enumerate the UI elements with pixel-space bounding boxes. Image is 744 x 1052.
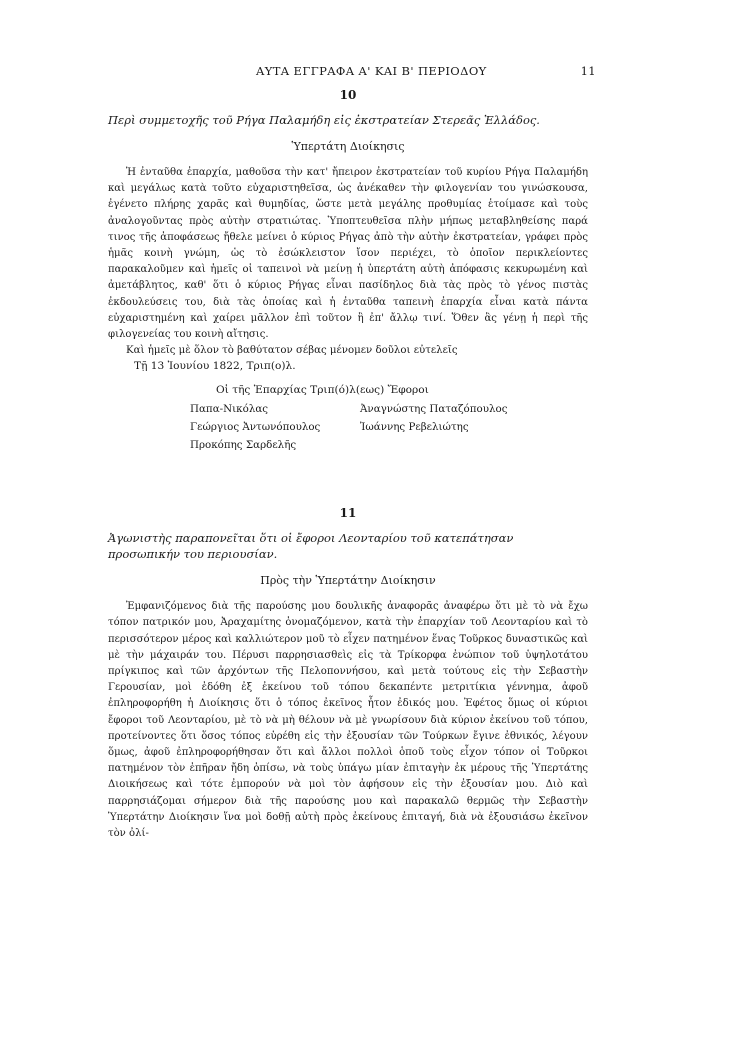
- document-number-10: 10: [339, 88, 357, 102]
- running-head: [108, 62, 596, 82]
- document-10-paragraph: Ἡ ἐνταῦθα ἐπαρχία, μαθοῦσα τὴν κατ' ἤπειρον ἐκστρατείαν τοῦ κυρίου Ρήγα Παλαμήδη καὶ μεγάλως κατὰ τοῦτο εὐχαριστηθεῖσα, ὡς ἀνέκαθεν τὴν φιλογενίαν του γινώσκουσα, ἐγένετο πλήρης χαρᾶς καὶ θυμηδίας, ὥστε μετὰ μεγάλης προθυμίας ἑτοίμασε καὶ τοὺς ἀναλογοῦντας πρὸς αὐτὴν στρατιώτας. Ὑποπτευθεῖσα πλὴν μήπως μεταβληθείσης παρά τινος τῆς ἀποφάσεως ἤθελε μείνει ὁ κύριος Ρήγας ἀπὸ τὴν αὐτὴν ἐκστρατείαν, γράφει πρὸς ἡμᾶς κοινὴ γνώμη, ὡς τὸ ἐσώκλειστον ἴσον περιέχει, τὸ ὁποῖον περικλείοντες παρακαλοῦμεν καὶ ἡμεῖς οἱ ταπεινοὶ νὰ μείνῃ ἡ ὑπερτάτη αὐτὴ ἀπόφασις κεκυρωμένη καὶ ἀμετάβλητος, καθ' ὅτι ὁ κύριος Ρήγας εἶναι πασίδηλος διὰ τὰς πρὸς τὸ γένος πιστὰς ἐκδουλεύσεις του, διὰ τὰς ὁποίας καὶ ἡ ἐνταῦθα ταπεινὴ ἐπαρχία εἶναι κατὰ πάντα εὐχαριστημένη καὶ χαίρει μᾶλλον ἐπὶ τοῦτον ἢ ἐπ' ἄλλῳ τινί. Ὅθεν ἂς γένῃ ἡ περὶ τῆς φιλογενείας του κοινὴ αἴτησις.: [108, 167, 588, 341]
- document-10-heading: Ὑπερτάτη Διοίκησις: [291, 140, 405, 153]
- document-page: [108, 62, 596, 842]
- signers-heading: Οἱ τῆς Ἐπαρχίας Τριπ(ό)λ(εως) Ἔφοροι: [216, 384, 429, 397]
- signers-right-column: [360, 400, 507, 436]
- document-11-subject: Ἀγωνιστὴς παραπονεῖται ὅτι οἱ ἔφοροι Λεονταρίου τοῦ κατεπάτησαν προσωπικήν του περιουσίαν.: [108, 531, 514, 562]
- running-head-title: ΑΥΤΑ ΕΓΓΡΑΦΑ Α' ΚΑΙ Β' ΠΕΡΙΟΔΟΥ: [256, 64, 487, 78]
- document-11-paragraph: Ἐμφανιζόμενος διὰ τῆς παρούσης μου δουλικῆς ἀναφορᾶς ἀναφέρω ὅτι μὲ τὸ νὰ ἔχω τόπον πατρικόν μου, Ἀραχαμίτης ὀνομαζόμενον, κατὰ τὴν ἐπαρχίαν τοῦ Λεονταρίου καὶ τὸ περισσότερον μέρος καὶ καλλιώτερον μοῦ τὸ εἶχεν πατημένον ἕνας Τοῦρκος δυναστικῶς καὶ μὲ τὴν μάχαιράν του. Πέρυσι παρρησιασθεὶς εἰς τὰ Τρίκορφα ἐνώπιον τοῦ ὑψηλοτάτου πρίγκιπος καὶ τῶν ἀρχόντων τῆς Πελοποννήσου, καὶ μετὰ τούτους εἰς τὴν Σεβαστὴν Γερουσίαν, μοὶ ἐδόθη ἐξ ἐκείνου τοῦ τόπου δεκαπέντε μετριτίκια γέννημα, ἀφοῦ ἐπληροφορήθη ἡ Διοίκησις ὅτι ὁ τόπος ἐκεῖνος ἦτον ἐδικός μου. Ἐφέτος ὅμως οἱ κύριοι ἔφοροι τοῦ Λεονταρίου, μὲ τὸ νὰ μὴ θέλουν νὰ μὲ γνωρίσουν διὰ κύριον ἐκείνου τοῦ τόπου, προτείνοντες ὅτι ὅσος τόπος εὑρέθη εἰς τὴν ἐξουσίαν τῶν Τούρκων ἔγινε ἐθνικός, λέγουν ὅμως, ἀφοῦ ἐπληροφορήθησαν ὅτι καὶ ἄλλοι πολλοὶ ὁποῦ τοὺς εἶχον τόπον οἱ Τοῦρκοι πατημένον τὸν ἐπῆραν ἤδη ὀπίσω, νὰ τοὺς ὑπάγω μίαν ἐπιταγὴν ἐκ μέρους τῆς Ὑπερτάτης Διοικήσεως καὶ τότε ἐμπορούν νὰ μοὶ τὸν ἀφήσουν εἰς τὴν ἐξουσίαν μου. Διὸ καὶ παρρησιάζομαι σήμερον διὰ τῆς παρούσης μου καὶ παρακαλῶ θερμῶς τὴν Σεβαστὴν Ὑπερτάτην Διοίκησιν ἵνα μοὶ δοθῇ αὐτὴ πρὸς ἐκείνους ἐπιταγή, διὰ νὰ ἐξουσιάσω ἐκεῖνον τὸν ὀλί-: [108, 601, 588, 840]
- document-number-11: 11: [339, 506, 357, 521]
- page-number: 11: [580, 64, 596, 78]
- document-10-subject: Περὶ συμμετοχῆς τοῦ Ρήγα Παλαμήδη εἰς ἐκστρατείαν Στερεᾶς Ἑλλάδος.: [108, 113, 540, 127]
- signer: Ἀναγνώστης Παταζόπουλος: [360, 403, 508, 416]
- document-11-heading: Πρὸς τὴν Ὑπερτάτην Διοίκησιν: [260, 574, 436, 588]
- signer: Προκόπης Σαρδελῆς: [190, 439, 297, 452]
- document-10-closing: Καὶ ἡμεῖς μὲ ὅλον τὸ βαθύτατον σέβας μένομεν δοῦλοι εὐτελεῖς: [126, 345, 458, 357]
- document-10-date: Τῇ 13 Ἰουνίου 1822, Τριπ(ο)λ.: [134, 360, 296, 373]
- signer: Γεώργιος Ἀντωνόπουλος: [190, 421, 321, 434]
- signer: Παπα-Νικόλας: [190, 403, 269, 416]
- signers-block: [108, 400, 588, 456]
- signer: Ἰωάννης Ρεβελιώτης: [360, 421, 469, 434]
- signers-left-column: [190, 400, 320, 454]
